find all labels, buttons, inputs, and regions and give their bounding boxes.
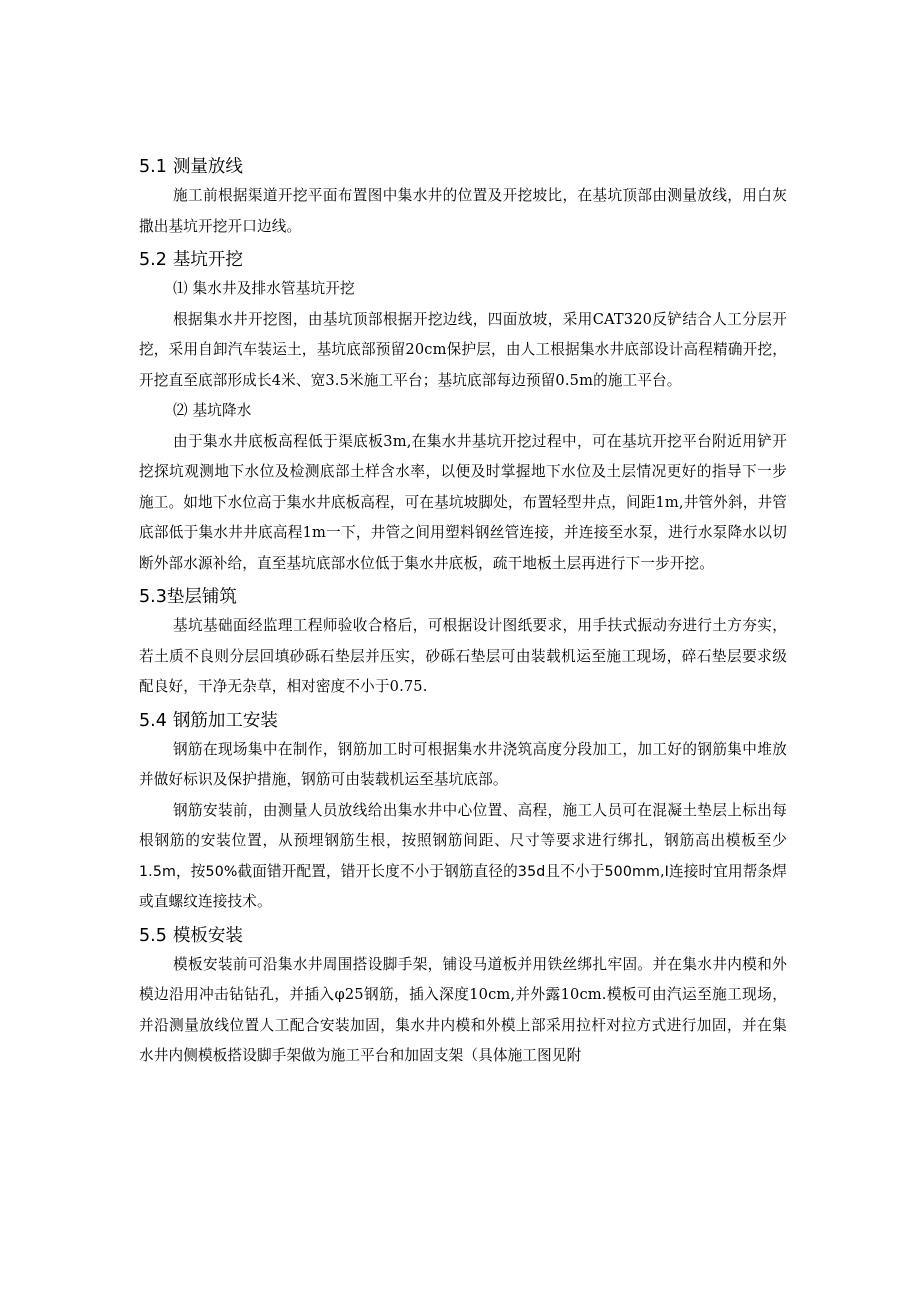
section-5-5-paragraph: 模板安装前可沿集水井周围搭设脚手架，铺设马道板并用铁丝绑扎牢固。并在集水井内模和外模边沿用冲击钻钻孔，并插入φ25钢筋，插入深度10cm,并外露10cm.模板可由汽运至施工现场，并沿测量放线位置人工配合安装加固，集水井内模和外模上部采用拉杆对拉方式进行加固，并在集水井内侧模板搭设脚手架做为施工平台和加固支架（具体施工图见附	[139, 955, 787, 1064]
document-body	[139, 153, 787, 1072]
subsection-excavation-paragraph: 根据集水井开挖图，由基坑顶部根据开挖边线，四面放坡，采用CAT320反铲结合人工分层开挖，采用自卸汽车装运土，基坑底部预留20cm保护层，由人工根据集水井底部设计高程精确开挖，开挖直至底部形成长4米、宽3.5米施工平台；基坑底部每边预留0.5m的施工平台。	[139, 310, 787, 389]
paragraph-text: 连接时宜用帮条焊或直螺纹连接技术。	[139, 862, 787, 910]
section-number: 5.3	[139, 587, 167, 607]
section-number: 5.1	[139, 157, 167, 177]
section-heading-5-2	[139, 246, 787, 274]
paragraph-text: 且不小于	[545, 862, 605, 880]
section-5-1-paragraph: 施工前根据渠道开挖平面布置图中集水井的位置及开挖坡比，在基坑顶部由测量放线，用白灰撒出基坑开挖开口边线。	[139, 187, 787, 235]
paragraph-text: 截面错开配置，错开长度不小于钢筋直径的	[237, 862, 518, 880]
section-5-4-paragraph-1: 钢筋在现场集中在制作，钢筋加工时可根据集水井浇筑高度分段加工，加工好的钢筋集中堆放并做好标识及保护措施，钢筋可由装载机运至基坑底部。	[139, 740, 787, 788]
paragraph-text: ，按	[175, 862, 206, 880]
section-heading-5-1	[139, 153, 787, 181]
subsection-dewatering-paragraph: 由于集水井底板高程低于渠底板3m,在集水井基坑开挖过程中，可在基坑开挖平台附近用铲开挖探坑观测地下水位及检测底部土样含水率，以便及时掌握地下水位及土层情况更好的指导下一步施工。如地下水位高于集水井底板高程，可在基坑坡脚处，布置轻型井点，间距1m,井管外斜，井管底部低于集水井井底高程1m一下，井管之间用塑料钢丝管连接，并连接至水泵，进行水泵降水以切断外部水源补给，直至基坑底部水位低于集水井底板，疏干地板土层再进行下一步开挖。	[139, 432, 787, 572]
subsection-label-dewatering: ⑵ 基坑降水	[173, 402, 252, 419]
section-title: 钢筋加工安装	[172, 710, 278, 731]
value-height: 1.5m	[139, 863, 176, 880]
section-title: 测量放线	[172, 157, 243, 177]
value-percent: 50%	[205, 863, 238, 880]
section-5-3-paragraph: 基坑基础面经监理工程师验收合格后，可根据设计图纸要求，用手扶式振动夯进行土方夯实，若土质不良则分层回填砂砾石垫层并压实，砂砾石垫层可由装载机运至施工现场，碎石垫层要求级配良好，干净无杂草，相对密度不小于0.75.	[139, 617, 787, 695]
section-title: 基坑开挖	[172, 250, 243, 270]
section-heading-5-3	[139, 583, 787, 611]
paragraph-text: 钢筋安装前，由测量人员放线给出集水井中心位置、高程，施工人员可在混凝土垫层上标出每根钢筋的安装位置，从预埋钢筋生根，按照钢筋间距、尺寸等要求进行绑扎，钢筋高出模板至少	[139, 801, 787, 849]
section-5-4-paragraph-2	[139, 796, 787, 918]
subsection-label-excavation: ⑴ 集水井及排水管基坑开挖	[173, 280, 355, 297]
section-number: 5.2	[139, 250, 167, 270]
value-length: 500mm,I	[604, 863, 669, 880]
section-number: 5.5	[139, 925, 167, 946]
section-title: 模板安装	[172, 925, 243, 946]
section-heading-5-4	[139, 707, 787, 735]
section-heading-5-5	[139, 922, 787, 950]
value-diameter: 35d	[517, 863, 546, 880]
section-title: 垫层铺筑	[166, 587, 237, 607]
section-number: 5.4	[139, 710, 167, 731]
